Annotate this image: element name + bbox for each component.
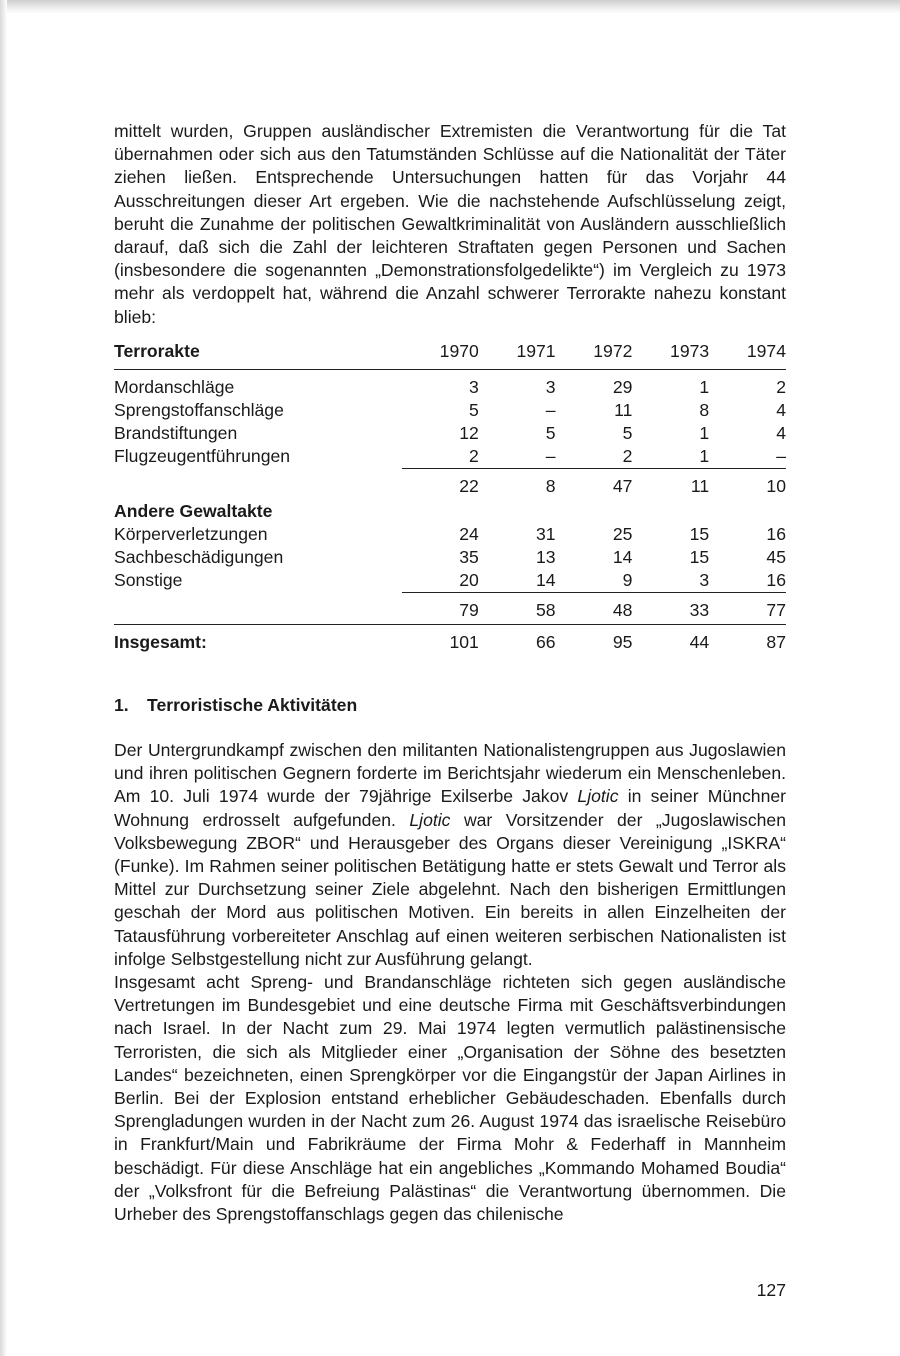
cell: 47: [556, 468, 633, 500]
year-header: 1972: [556, 339, 633, 370]
cell: 3: [545, 376, 556, 397]
cell: 13: [536, 546, 556, 567]
cell: 20: [459, 569, 479, 590]
total-row: [114, 624, 786, 654]
row-label: Flugzeugentführungen: [114, 446, 291, 467]
cell: 31: [536, 523, 556, 544]
cell: 87: [709, 624, 786, 654]
section-number: 1.: [114, 694, 129, 715]
cell: 101: [402, 624, 479, 654]
scan-top-edge: [0, 0, 900, 14]
row-label: Körperverletzungen: [114, 523, 268, 544]
page-body: [114, 120, 786, 1226]
cell: 1: [699, 445, 710, 466]
cell: 66: [479, 624, 556, 654]
row-label: Sachbeschädigungen: [114, 546, 284, 567]
cell: 8: [479, 468, 556, 500]
person-name: Ljotic: [409, 809, 451, 830]
cell: 2: [622, 445, 633, 466]
cell: 3: [469, 376, 479, 397]
row-label: Mordanschläge: [114, 376, 235, 397]
cell: 11: [614, 399, 633, 420]
cell: 10: [709, 468, 786, 500]
table-row: [114, 523, 786, 546]
cell: 44: [632, 624, 709, 654]
cell: 15: [689, 523, 710, 544]
scan-left-edge: [0, 0, 7, 1356]
cell: 95: [556, 624, 633, 654]
table-header-row: [114, 339, 786, 370]
row-label: Sonstige: [114, 570, 183, 591]
table-row: [114, 445, 786, 469]
statistics-table: [114, 339, 786, 654]
section-heading: [114, 694, 786, 717]
cell: 22: [402, 468, 479, 500]
cell: 12: [459, 422, 479, 443]
cell: 45: [766, 546, 786, 567]
row-label: Sprengstoffanschläge: [114, 399, 284, 420]
cell: 33: [632, 592, 709, 624]
cell: 2: [469, 445, 479, 466]
cell: 3: [699, 569, 710, 590]
cell: 16: [766, 569, 786, 590]
cell: 25: [612, 523, 633, 544]
cell: 11: [632, 468, 709, 500]
year-header: 1970: [402, 339, 479, 370]
intro-paragraph: mittelt wurden, Gruppen ausländischer Extremisten die Verantwortung für die Tat übernahmen oder sich aus den Tatumständen Schlüsse auf die Nationalität der Täter ziehen ließen. Entsprechende Untersuchungen hatten für das Vorjahr 44 Ausschreitungen dieser Art ergeben. Wie die nachstehende Aufschlüsselung zeigt, beruht die Zunahme der politischen Gewaltkriminalität von Ausländern ausschließlich darauf, daß sich die Zahl der leichteren Straftaten gegen Personen und Sachen (insbesondere die sogenannten „Demonstrationsfolgedelikte“) im Vergleich zu 1973 mehr als verdoppelt hat, während die Anzahl schwerer Terrorakte nahezu konstant blieb:: [114, 121, 786, 327]
cell: –: [776, 445, 786, 466]
group-heading-row: [114, 500, 786, 523]
year-header: 1971: [479, 339, 556, 370]
cell: –: [545, 445, 556, 466]
cell: 14: [536, 569, 556, 590]
table-header-label: Terrorakte: [114, 339, 402, 370]
cell: 29: [612, 376, 633, 397]
cell: 58: [479, 592, 556, 624]
section-title: Terroristische Aktivitäten: [147, 694, 358, 715]
body-paragraph-2: Insgesamt acht Spreng- und Brandanschläge richteten sich gegen ausländische Vertretungen im Bundesgebiet und eine deutsche Firma mit Geschäftsverbindungen nach Israel. In der Nacht zum 29. Mai 1974 legten vermutlich palästinensische Terroristen, die sich als Mitglieder einer „Organisation der Söhne des besetzten Landes“ bezeichneten, einen Sprengkörper vor die Eingangstür der Japan Airlines in Berlin. Bei der Explosion entstand erheblicher Gebäudeschaden. Ebenfalls durch Sprengladungen wurden in der Nacht zum 26. August 1974 das israelische Reisebüro in Frankfurt/Main und Fabrikräume der Firma Mohr & Federhaff in Mannheim beschädigt. Für diese Anschläge hat ein angebliches „Kommando Mohamed Boudia“ der „Volksfront für die Befreiung Palästinas“ die Verantwortung übernommen. Die Urheber des Sprengstoffanschlags gegen das chilenische: [114, 972, 786, 1225]
year-header: 1973: [632, 339, 709, 370]
cell: 8: [699, 399, 710, 420]
group-heading: Andere Gewaltakte: [114, 500, 273, 521]
cell: 1: [699, 422, 710, 443]
cell: 4: [776, 422, 786, 443]
body-paragraph-1: Der Untergrundkampf zwischen den militanten Nationalistengruppen aus Jugoslawien und ihren politischen Gegnern forderte im Berichtsjahr wiederum ein Menschenleben. Am 10. Juli 1974 wurde der 79jährige Exilserbe Jakov Ljotic in seiner Münchner Wohnung erdrosselt aufgefunden. Ljotic war Vorsitzender der „Jugoslawischen Volksbewegung ZBOR“ und Herausgeber des Organs dieser Vereinigung „ISKRA“ (Funke). Im Rahmen seiner politischen Betätigung hatte er stets Gewalt und Terror als Mittel zur Durchsetzung seiner Ziele abgelehnt. Nach den bisherigen Ermittlungen geschah der Mord aus politischen Motiven. Ein bereits in allen Einzelheiten der Tatausführung vorbereiteter Anschlag auf einen weiteren serbischen Nationalisten ist infolge Selbstgestellung nicht zur Ausführung gelangt.: [114, 740, 787, 969]
cell: 35: [459, 546, 479, 567]
cell: 5: [469, 399, 479, 420]
table-row: [114, 399, 786, 422]
cell: 5: [545, 422, 556, 443]
year-header: 1974: [709, 339, 786, 370]
cell: 16: [766, 523, 786, 544]
cell: 9: [622, 569, 633, 590]
cell: 5: [622, 422, 633, 443]
table-row: [114, 369, 786, 399]
cell: 48: [556, 592, 633, 624]
table-row: [114, 546, 786, 569]
row-label: Brandstiftungen: [114, 422, 238, 443]
subtotal-row: [114, 468, 786, 500]
total-label: Insgesamt:: [114, 624, 402, 654]
cell: 4: [776, 399, 786, 420]
cell: 2: [776, 376, 786, 397]
subtotal-row: [114, 592, 786, 624]
table-row: [114, 422, 786, 445]
cell: 77: [709, 592, 786, 624]
cell: 14: [612, 546, 633, 567]
cell: 15: [689, 546, 710, 567]
person-name: Ljotic: [577, 786, 619, 807]
cell: –: [545, 399, 556, 420]
cell: 1: [699, 376, 710, 397]
page-number: 127: [756, 1280, 786, 1300]
cell: 24: [459, 523, 479, 544]
table-row: [114, 569, 786, 593]
cell: 79: [402, 592, 479, 624]
